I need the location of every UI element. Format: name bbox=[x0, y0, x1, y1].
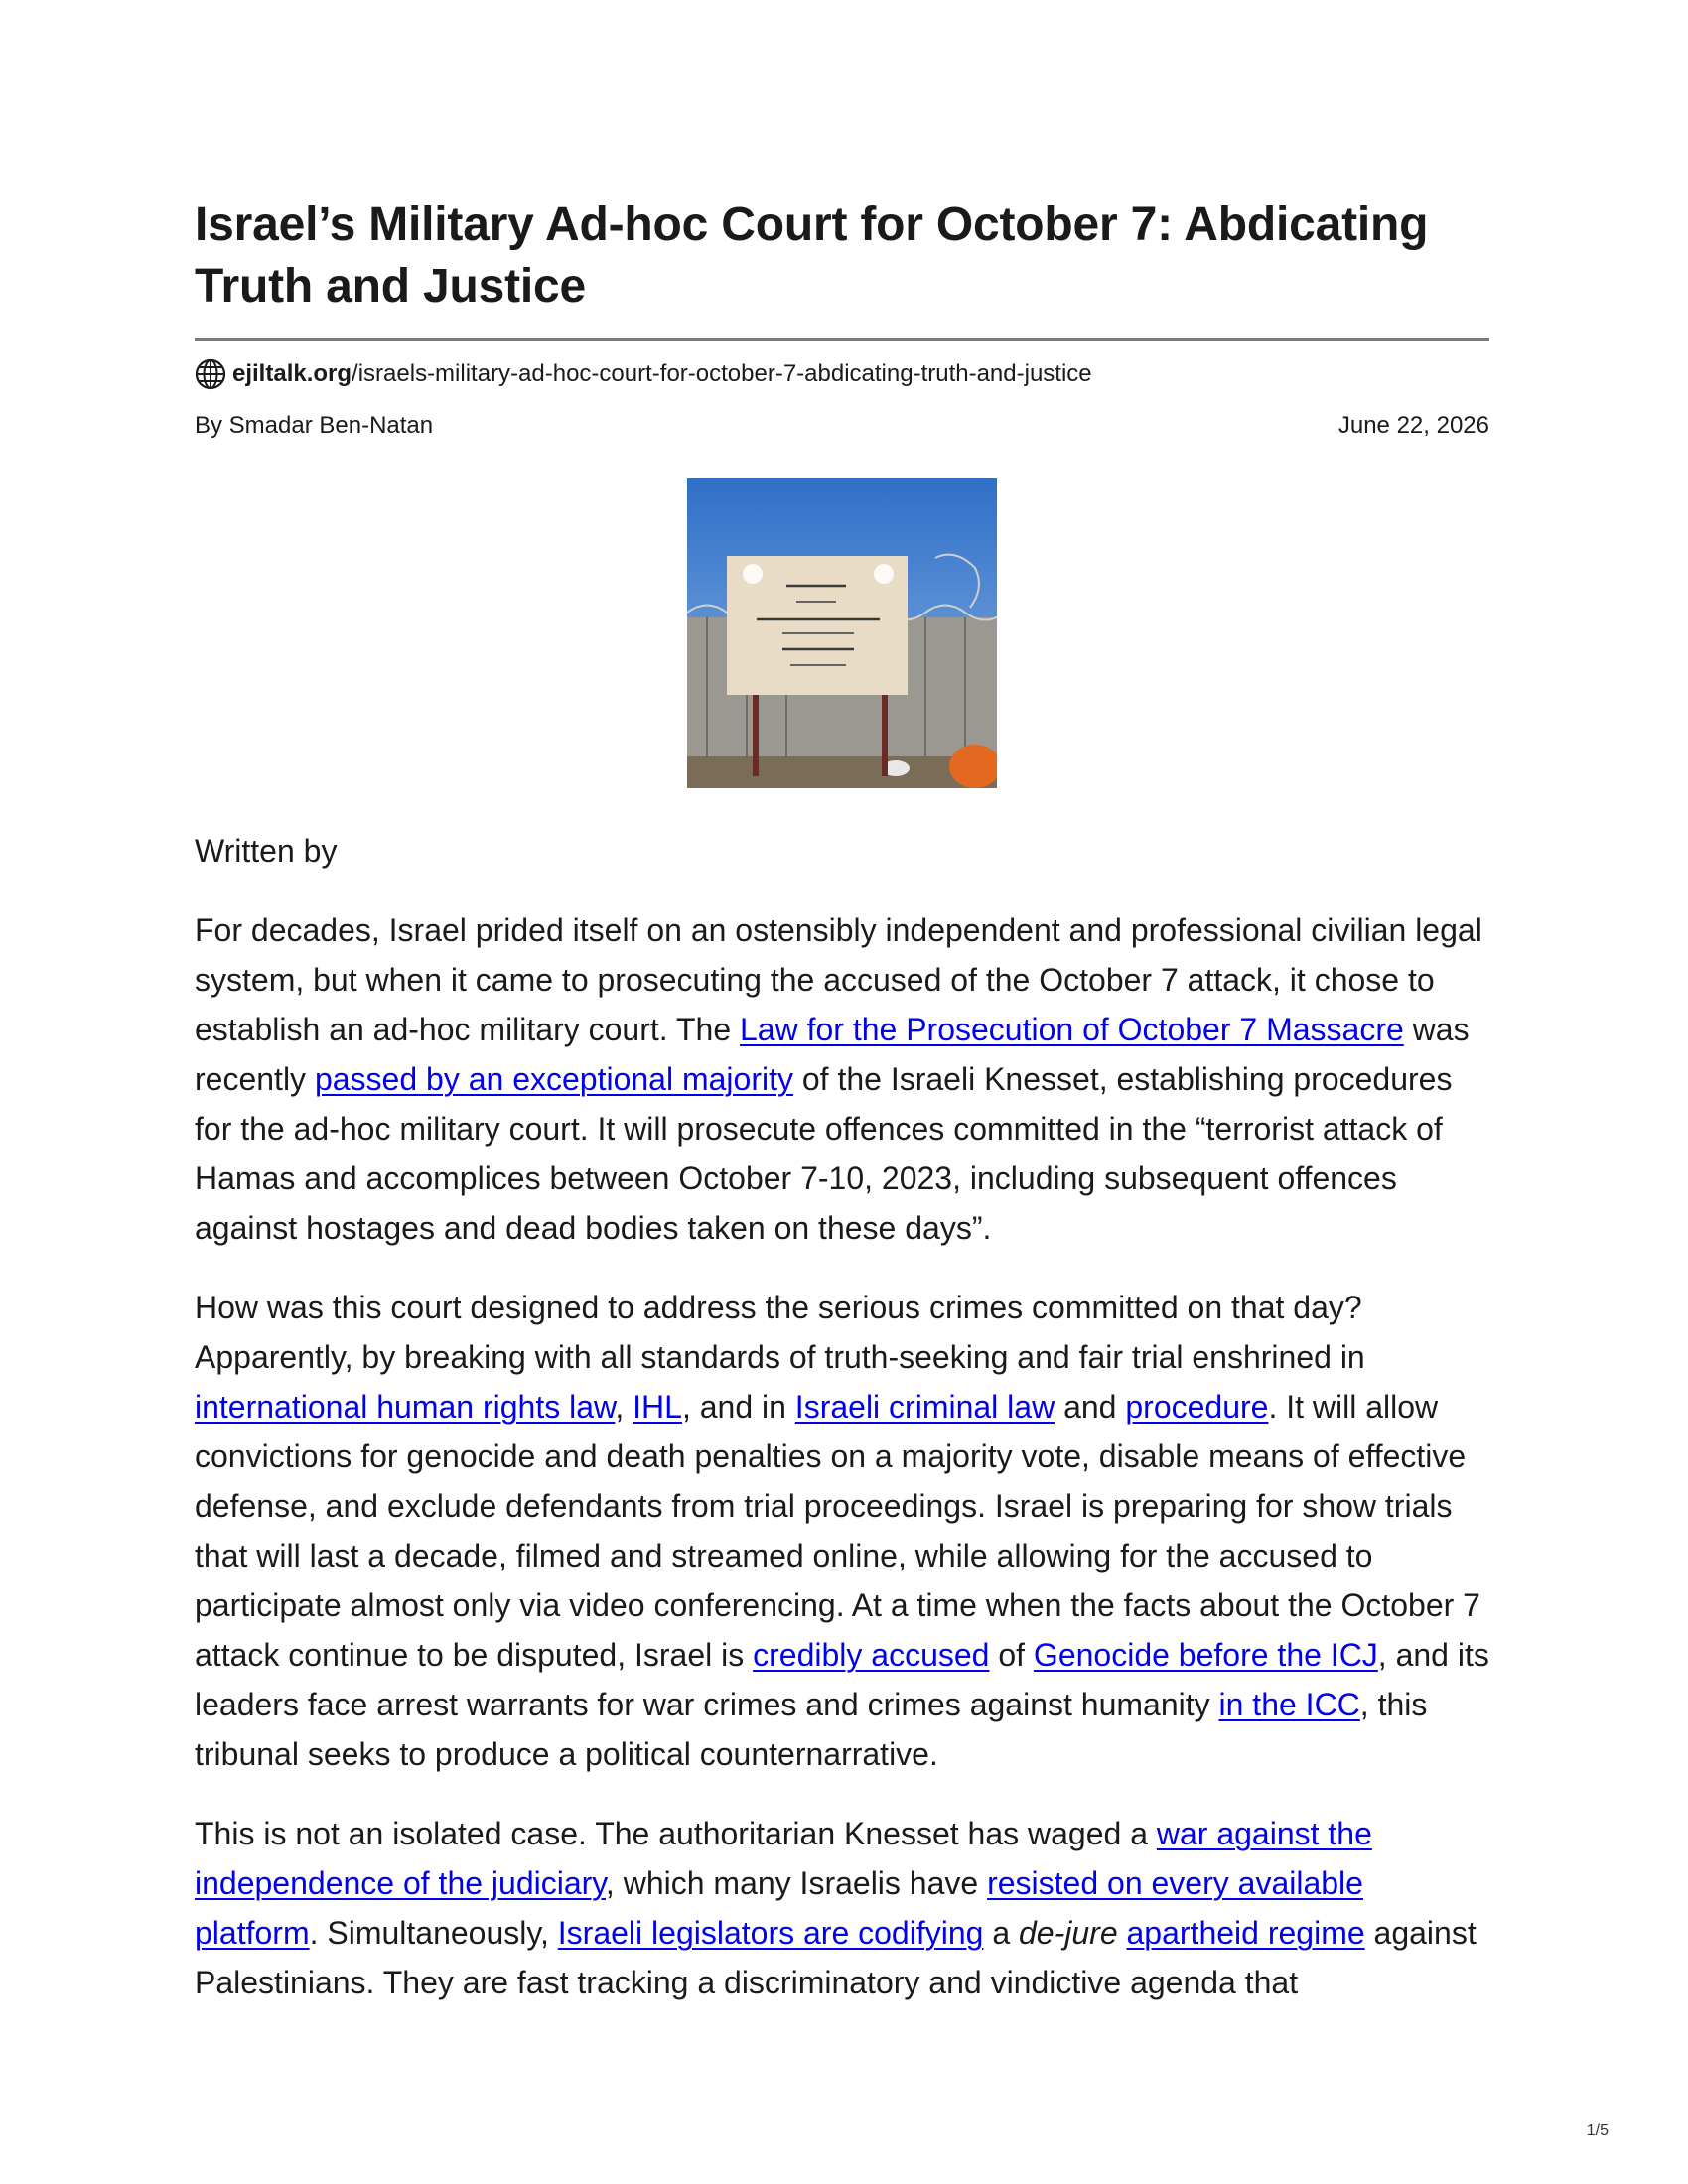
title-divider bbox=[195, 338, 1489, 341]
paragraph-text: a bbox=[983, 1915, 1019, 1951]
author-byline: By Smadar Ben-Natan bbox=[195, 412, 434, 439]
link-apartheid-regime[interactable]: apartheid regime bbox=[1126, 1915, 1365, 1951]
link-prosecution-law[interactable]: Law for the Prosecution of October 7 Massacre bbox=[740, 1012, 1404, 1047]
publish-date: June 22, 2026 bbox=[1337, 412, 1489, 439]
paragraph-3 bbox=[195, 1809, 1489, 2007]
link-legislators-codifying[interactable]: Israeli legislators are codifying bbox=[557, 1915, 984, 1951]
article-page bbox=[195, 195, 1489, 2007]
page-number: 1/5 bbox=[1586, 2122, 1609, 2139]
paragraph-text: and bbox=[1055, 1389, 1126, 1425]
paragraph-text: For decades, Israel prided itself on an ostensibly independent and professional civilian legal system, but when it came to prosecuting the accused of the October 7 attack, it chose to establish an ad-hoc military court. The bbox=[195, 912, 1482, 1047]
source-url-row bbox=[195, 357, 1489, 391]
source-path: /israels-military-ad-hoc-court-for-october-7-abdicating-truth-and-justice bbox=[352, 360, 1092, 387]
paragraph-text: This is not an isolated case. The authoritarian Knesset has waged a bbox=[195, 1816, 1157, 1851]
paragraph-1 bbox=[195, 905, 1489, 1253]
paragraph-text: , which many Israelis have bbox=[605, 1865, 988, 1901]
emphasis-de-jure: de-jure bbox=[1019, 1915, 1118, 1951]
link-war-against-judiciary[interactable]: war against the independence of the judiciary bbox=[195, 1816, 1372, 1901]
paragraph-text: , this tribunal seeks to produce a political counternarrative. bbox=[195, 1687, 1428, 1772]
written-by-label: Written by bbox=[195, 833, 338, 869]
link-procedure[interactable]: procedure bbox=[1125, 1389, 1269, 1425]
byline-row bbox=[195, 409, 1489, 443]
paragraph-2 bbox=[195, 1283, 1489, 1779]
link-human-rights-law[interactable]: international human rights law bbox=[195, 1389, 616, 1425]
article-title: Israel’s Military Ad-hoc Court for October 7: Abdicating Truth and Justice bbox=[195, 199, 1429, 313]
link-genocide-icj[interactable]: Genocide before the ICJ bbox=[1033, 1637, 1378, 1673]
paragraph-text: , and its leaders face arrest warrants for war crimes and crimes against humanity bbox=[195, 1637, 1489, 1722]
link-resisted-every-platform[interactable]: resisted on every available platform bbox=[195, 1865, 1363, 1951]
link-exceptional-majority[interactable]: passed by an exceptional majority bbox=[314, 1061, 793, 1097]
paragraph-text: . Simultaneously, bbox=[309, 1915, 558, 1951]
paragraph-text: , bbox=[615, 1389, 633, 1425]
paragraph-text: . It will allow convictions for genocide and death penalties on a majority vote, disable means of effective defense, and exclude defendants from trial proceedings. Israel is preparing for show trials that will last a decade, filmed and streamed online, while allowing for the accused to participate almost only via video conferencing. At a time when the facts about the October 7 attack continue to be disputed, Israel is bbox=[195, 1389, 1480, 1673]
paragraph-text: , and in bbox=[681, 1389, 795, 1425]
link-credibly-accused[interactable]: credibly accused bbox=[753, 1637, 990, 1673]
link-icc[interactable]: in the ICC bbox=[1218, 1687, 1360, 1722]
source-link[interactable] bbox=[232, 357, 1092, 391]
paragraph-text: of the Israeli Knesset, establishing procedures for the ad-hoc military court. It will prosecute offences committed in the “terrorist attack of Hamas and accomplices between October 7-10, 2023, including subsequent offences against hostages and dead bodies taken on these days”. bbox=[195, 1061, 1453, 1246]
link-ihl[interactable]: IHL bbox=[633, 1389, 682, 1425]
globe-icon bbox=[195, 358, 226, 390]
source-domain: ejiltalk.org bbox=[232, 360, 352, 387]
paragraph-text: How was this court designed to address the serious crimes committed on that day? Apparently, by breaking with all standards of truth-seeking and fair trial enshrined in bbox=[195, 1290, 1365, 1375]
paragraph-text: was recently bbox=[195, 1012, 1470, 1097]
link-israeli-criminal-law[interactable]: Israeli criminal law bbox=[794, 1389, 1055, 1425]
paragraph-text bbox=[1118, 1915, 1127, 1951]
court-sign-photo bbox=[687, 478, 997, 788]
paragraph-text: against Palestinians. They are fast tracking a discriminatory and vindictive agenda that bbox=[195, 1915, 1477, 2000]
paragraph-text: of bbox=[989, 1637, 1034, 1673]
